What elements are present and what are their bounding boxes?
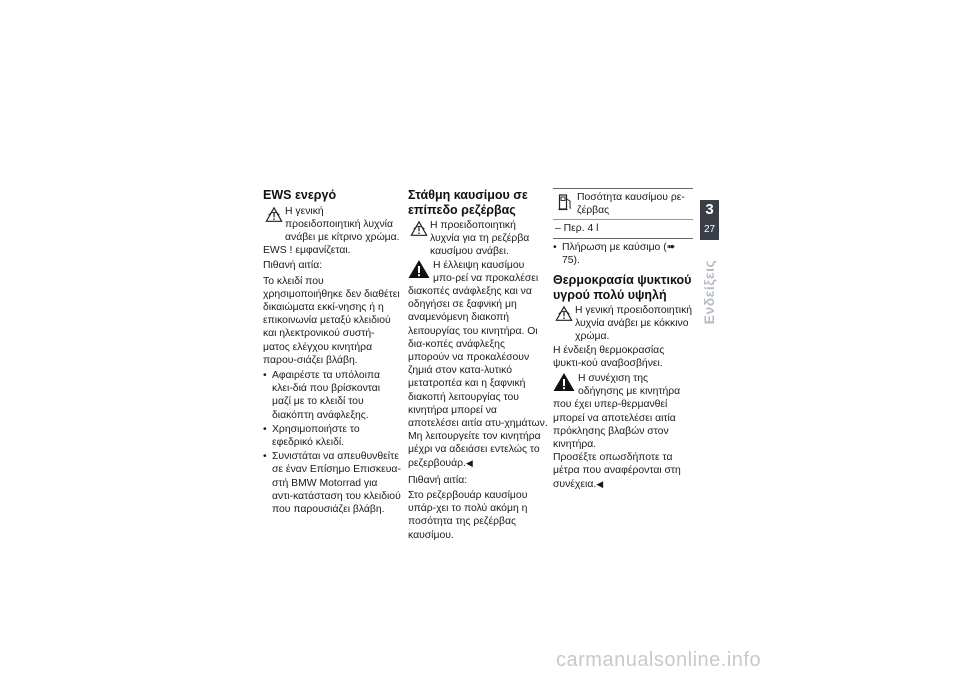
watermark-text: carmanualsonline.info	[556, 649, 762, 671]
warning-block	[408, 259, 548, 470]
chapter-side-label: Ενδείξεις	[701, 259, 717, 325]
cause-label: Πιθανή αιτία:	[263, 260, 323, 272]
list-item: • Συνιστάται να απευθυνθείτε σε έναν Επίσημο Επισκευα-στή BMW Motorrad για αντι-κατάσταση του κλειδιού που παρουσιάζει βλάβη.	[263, 450, 401, 516]
spec-label: Ποσότητα καυσίμου ρε-ζέρβας	[577, 192, 685, 217]
advice-text: Μη λειτουργείτε τον κινητήρα μέχρι να αδειάσει εντελώς το ρεζερβουάρ.	[408, 431, 541, 469]
heading-coolant-temp: Θερμοκρασία ψυκτικού υγρού πολύ υψηλή	[553, 273, 692, 302]
fuel-reserve-light-icon	[410, 220, 428, 238]
end-mark: ◀	[465, 457, 473, 468]
list-item: • Αφαιρέστε τα υπόλοιπα κλει-διά που βρίσκονται μαζί με το κλειδί του διακόπτη ανάφλεξης.	[263, 369, 401, 422]
refuel-list	[553, 241, 693, 267]
column-fuel-reserve	[408, 188, 548, 544]
action-list	[263, 369, 401, 516]
warning-triangle-icon	[553, 372, 575, 392]
display-text: EWS ! εμφανίζεται.	[263, 245, 351, 257]
indicator-text: Η γενική προειδοποιητική λυχνία ανάβει με κόκκινο χρώμα.	[575, 305, 693, 343]
general-warning-light-icon	[555, 305, 573, 323]
display-text: Η ένδειξη θερμοκρασίας ψυκτι-κού αναβοσβήνει.	[553, 344, 665, 369]
end-mark: ◀	[596, 478, 604, 489]
list-item: • Χρησιμοποιήστε το εφεδρικό κλειδί.	[263, 423, 401, 449]
indicator-row	[553, 304, 693, 344]
indicator-row	[263, 205, 401, 245]
indicator-row	[408, 219, 548, 259]
heading-fuel-reserve: Στάθμη καυσίμου σε επίπεδο ρεζέρβας	[408, 188, 528, 217]
advice-text: Προσέξτε οπωσδήποτε τα μέτρα που αναφέρονται στη συνέχεια.	[553, 452, 681, 490]
column-coolant	[553, 188, 693, 491]
warning-text: Η έλλειψη καυσίμου μπο-ρεί να προκαλέσει διακοπές ανάφλεξης και να οδηγήσει σε ξαφνική μη αναμενόμενη διακοπή λειτουργίας του κινητήρα. Οι δια-κοπές ανάφλεξης μπορούν να προκαλέσουν ζημιά στον κατα-λυτικό μετατροπέα και η ξαφνική διακοπή λειτουργίας του κινητήρα μπορεί να αποτελέσει αιτία ατυ-χημάτων.	[408, 259, 548, 430]
cause-text: Το κλειδί που χρησιμοποιήθηκε δεν διαθέτει δικαιώματα εκκί-νησης ή η επικοινωνία μεταξύ κλειδιού και ηλεκτρονικού συστή-ματος ελέγχου κινητήρα παρου-σιάζει βλάβη.	[263, 275, 400, 366]
column-ews	[263, 188, 401, 517]
spec-table	[553, 188, 693, 239]
page-number: 27	[703, 224, 716, 235]
cause-text: Στο ρεζερβουάρ καυσίμου υπάρ-χει το πολύ ακόμη η ποσότητα της ρεζέρβας καυσίμου.	[408, 490, 528, 541]
list-item: • Πλήρωση με καύσιμο (➠ 75).	[553, 241, 693, 267]
heading-ews-active: EWS ενεργό	[263, 188, 337, 202]
indicator-text: Η γενική προειδοποιητική λυχνία ανάβει με κίτρινο χρώμα.	[285, 205, 400, 243]
warning-block	[553, 372, 693, 491]
spec-header	[553, 189, 693, 220]
fuel-pump-icon	[558, 193, 573, 211]
warning-triangle-icon	[408, 259, 430, 279]
chapter-number: 3	[705, 201, 714, 218]
indicator-text: Η προειδοποιητική λυχνία για τη ρεζέρβα καυσίμου ανάβει.	[430, 220, 530, 258]
warning-text: Η συνέχιση της οδήγησης με κινητήρα που έχει υπερ-θερμανθεί μπορεί να αποτελέσει αιτία πρόκλησης βλαβών στον κινητήρα.	[553, 373, 681, 451]
general-warning-light-icon	[265, 206, 283, 224]
spec-value: – Περ. 4 l	[555, 223, 599, 235]
cause-label: Πιθανή αιτία:	[408, 474, 468, 486]
